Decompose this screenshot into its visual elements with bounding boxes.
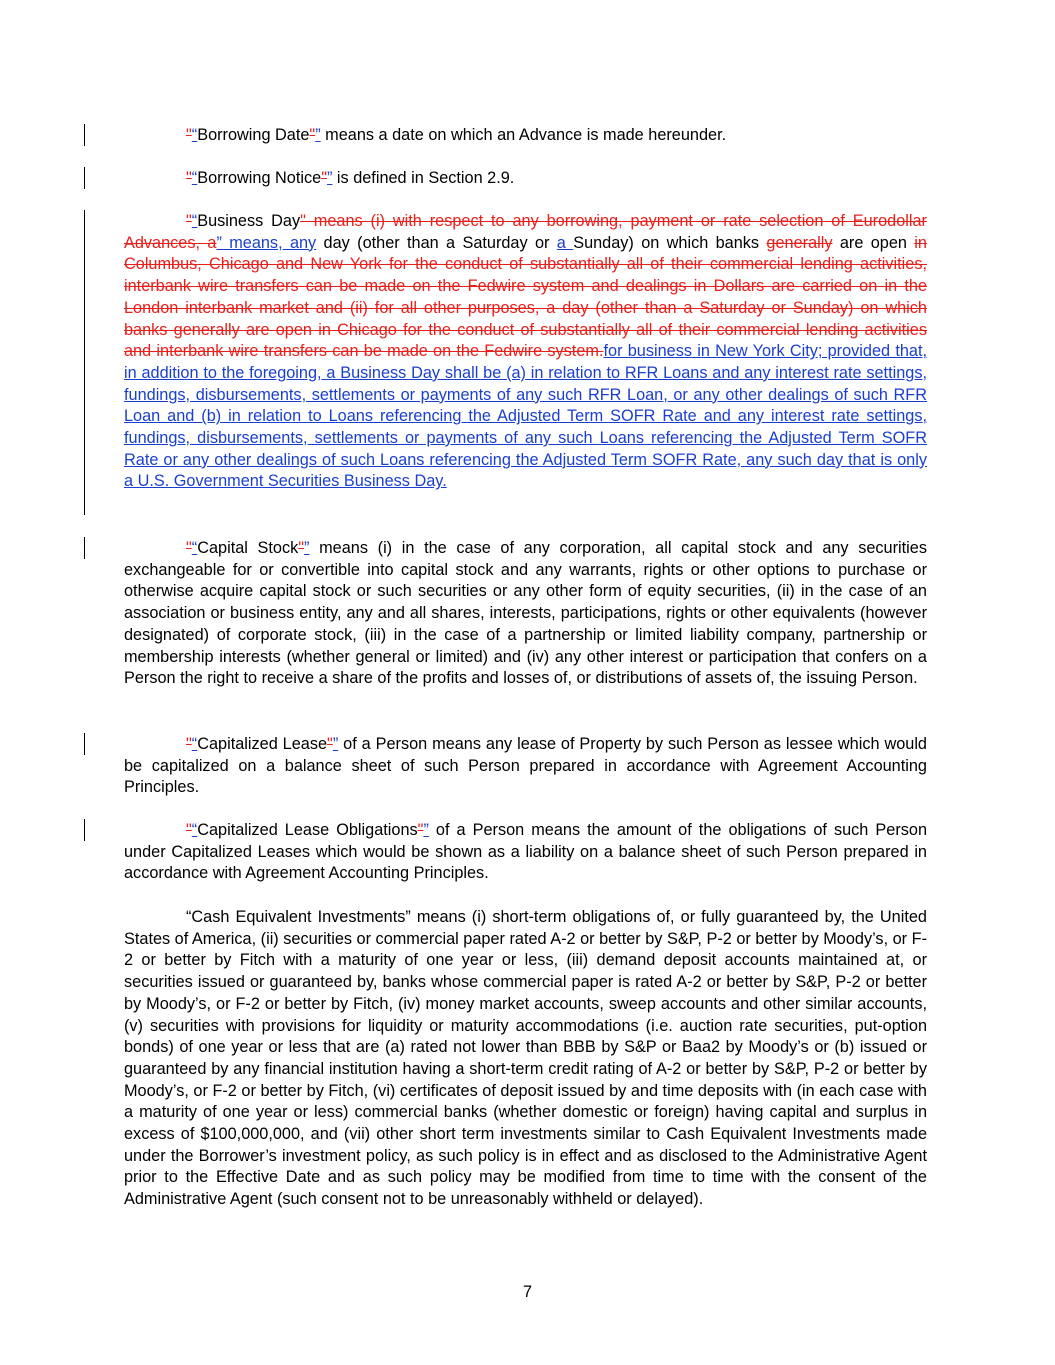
deleted-quote: "	[298, 539, 305, 557]
deleted-quote: "	[186, 821, 192, 839]
inserted-text: ” means, any	[216, 233, 317, 252]
inserted-quote: ”	[332, 735, 339, 753]
definition-text: of a Person means the amount of the obligations of such Person under Capitalized Leases which would be shown as a liability on a balance sheet of such Person prepared in accordance with Agreement Accounting Principles.	[124, 821, 927, 883]
deleted-text: " means (i) with respect to any borrowing, payment or rate selection of Eurodollar Advances, a	[124, 212, 927, 252]
deleted-quote: "	[186, 169, 192, 187]
defined-term: Capitalized Lease	[197, 735, 328, 753]
definition-text: day (other than a Saturday or	[316, 233, 557, 252]
deleted-text: generally	[766, 233, 833, 252]
definition-text: Sunday) on which banks	[573, 233, 767, 252]
deleted-text: in Columbus, Chicago and New York for the conduct of substantially all of their commercial lending activities, interbank wire transfers can be made on the Fedwire system and dealings in Dollars are carried on in the London interbank market and (ii) for all other purposes, a day (other than a Saturday or Sunday) on which banks generally are open in Chicago for the conduct of substantially all of their commercial lending activities and interbank wire transfers can be made on the Fedwire system.	[124, 233, 927, 361]
deleted-quote: "	[417, 821, 424, 839]
deleted-quote: "	[186, 539, 192, 557]
deleted-quote: "	[309, 126, 316, 144]
definition-capitalized-lease-obligations	[124, 820, 927, 885]
inserted-quote: “	[191, 735, 198, 753]
deleted-quote: "	[327, 735, 333, 753]
inserted-quote: “	[191, 539, 198, 557]
change-bar	[84, 210, 85, 515]
definition-cash-equivalent-investments	[124, 907, 927, 1211]
inserted-quote: “	[191, 821, 198, 839]
deleted-quote: "	[186, 126, 192, 144]
defined-term: Capital Stock	[197, 539, 299, 557]
inserted-quote: ”	[304, 539, 310, 557]
definition-borrowing-notice	[124, 168, 927, 190]
change-bar	[84, 733, 85, 755]
deleted-quote: "	[321, 169, 327, 187]
inserted-quote: ”	[315, 126, 321, 144]
definition-business-day	[124, 211, 927, 493]
inserted-quote: ”	[326, 169, 333, 187]
change-bar	[84, 167, 85, 189]
definition-text: means (i) in the case of any corporation, all capital stock and any securities exchangeable for or convertible into capital stock and any warrants, rights or other options to purchase or otherwise acquire capital stock or such securities or any other form of equity securities, (ii) in the case of an association or business entity, any and all shares, interests, participations, rights or other equivalents (however designated) of corporate stock, (iii) in the case of a partnership or limited liability company, partnership or membership interests (whether general or limited) and (iv) any other interest or participation that confers on a Person the right to receive a share of the profits and losses of, or distributions of assets of, the issuing Person.	[124, 539, 927, 688]
definition-borrowing-date	[124, 125, 927, 147]
deleted-quote: "	[186, 735, 192, 753]
defined-term: Borrowing Notice	[197, 169, 322, 187]
inserted-text: a	[556, 233, 574, 252]
defined-term: Business Day	[197, 212, 301, 230]
inserted-text: for business in New York City; provided that, in addition to the foregoing, a Business Day shall be (a) in relation to RFR Loans and any interest rate settings, fundings, disbursements, settlements or payments of any such RFR Loan, or any other dealings of such RFR Loan and (b) in relation to Loans referencing the Adjusted Term SOFR Rate and any interest rate settings, fundings, disbursements, settlements or payments of any such Loans referencing the Adjusted Term SOFR Rate or any other dealings of such Loans referencing the Adjusted Term SOFR Rate, any such day that is only a U.S. Government Securities Business Day.	[124, 342, 927, 491]
definition-text: are open	[832, 233, 915, 252]
definition-text: “Cash Equivalent Investments” means (i) short-term obligations of, or fully guaranteed by, the United States of America, (ii) securities or commercial paper rated A-2 or better by S&P, P-2 or better by Moody’s, or F-2 or better by Fitch with a maturity of one year or less, (iii) demand deposit accounts maintained at, or securities issued or guaranteed by, banks whose commercial paper is rated A-2 or better by S&P, P-2 or better by Moody’s, or F-2 or better by Fitch, (iv) money market accounts, sweep accounts and other similar accounts, (v) securities with provisions for liquidity or maturity accommodations (i.e. auction rate securities, put-option bonds) of one year or less that are (a) rated not lower than BBB by S&P or Baa2 by Moody’s or (b) issued or guaranteed by any financial institution having a short-term credit rating of A-2 or better by S&P, P-2 or better by Moody’s, or F-2 or better by Fitch, (vi) certificates of deposit issued by and time deposits with (in each case with a maturity of one year or less) commercial banks (whether domestic or foreign) having capital and surplus in excess of $100,000,000, and (vii) other short term investments similar to Cash Equivalent Investments made under the Borrower’s investment policy, as such policy is in effect and as disclosed to the Administrative Agent prior to the Effective Date and as such policy may be modified from time to time with the consent of the Administrative Agent (such consent not to be unreasonably withheld or delayed).	[124, 908, 927, 1209]
deleted-quote: "	[186, 212, 192, 230]
definition-text: of a Person means any lease of Property by such Person as lessee which would be capitalized on a balance sheet of such Person prepared in accordance with Agreement Accounting Principles.	[124, 735, 927, 797]
page-number: 7	[522, 1283, 533, 1301]
definition-capital-stock	[124, 538, 927, 690]
inserted-quote: ”	[423, 821, 429, 839]
inserted-quote: “	[191, 212, 198, 230]
inserted-quote: “	[191, 169, 198, 187]
change-bar	[84, 124, 85, 146]
definition-capitalized-lease	[124, 734, 927, 799]
definition-text: means a date on which an Advance is made hereunder.	[320, 126, 727, 144]
defined-term: Borrowing Date	[197, 126, 310, 144]
change-bar	[84, 537, 85, 559]
inserted-quote: “	[191, 126, 198, 144]
definition-text: is defined in Section 2.9.	[332, 169, 515, 187]
defined-term: Capitalized Lease Obligations	[197, 821, 418, 839]
change-bar	[84, 819, 85, 841]
